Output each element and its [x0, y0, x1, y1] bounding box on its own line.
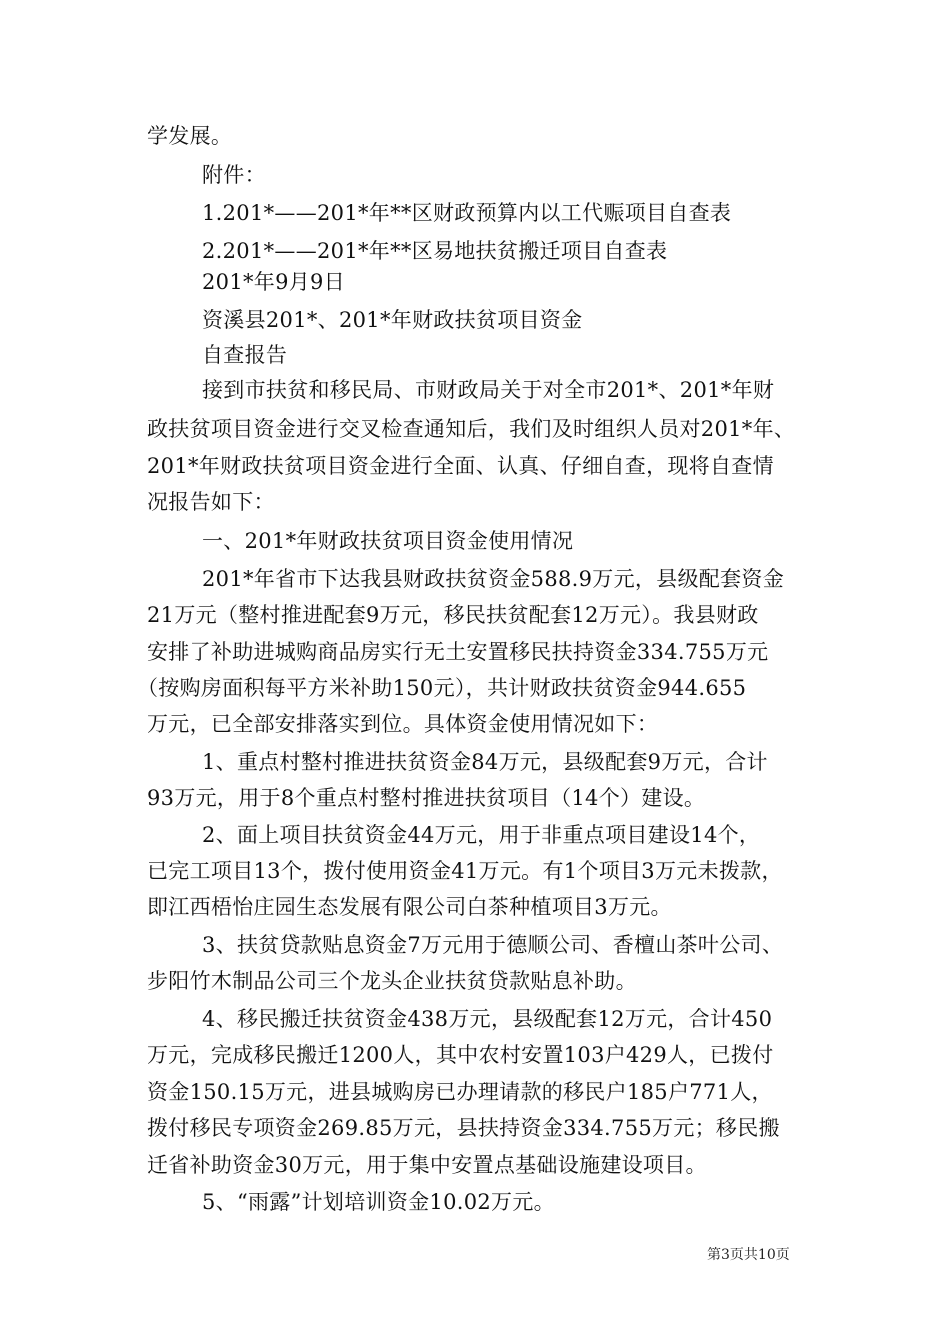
page-number: 第3页共10页	[707, 1247, 790, 1263]
body-line: 接到市扶贫和移民局、市财政局关于对全市201*、201*年财	[202, 378, 775, 402]
list-item: 2、面上项目扶贫资金44万元，用于非重点项目建设14个，	[202, 823, 761, 847]
attachment-item: 2.201*——201*年**区易地扶贫搬迁项目自查表	[202, 239, 668, 263]
body-line: 迁省补助资金30万元，用于集中安置点基础设施建设项目。	[147, 1153, 707, 1177]
body-line: 万元，已全部安排落实到位。具体资金使用情况如下：	[147, 712, 659, 736]
list-item: 3、扶贫贷款贴息资金7万元用于德顺公司、香檀山茶叶公司、	[202, 933, 784, 957]
attachment-item: 1.201*——201*年**区财政预算内以工代赈项目自查表	[202, 201, 732, 225]
body-line: 学发展。	[147, 124, 233, 148]
body-line: 步阳竹木制品公司三个龙头企业扶贫贷款贴息补助。	[147, 969, 637, 993]
list-item: 5、“雨露”计划培训资金10.02万元。	[202, 1190, 555, 1214]
body-line: 201*年省市下达我县财政扶贫资金588.9万元，县级配套资金	[202, 567, 784, 591]
list-item: 4、移民搬迁扶贫资金438万元，县级配套12万元，合计450	[202, 1007, 773, 1031]
list-item: 1、重点村整村推进扶贫资金84万元，县级配套9万元，合计	[202, 750, 768, 774]
attachment-heading: 附件：	[202, 163, 266, 187]
section-heading: 一、201*年财政扶贫项目资金使用情况	[202, 529, 574, 553]
body-line: 即江西梧怡庄园生态发展有限公司白茶种植项目3万元。	[147, 895, 672, 919]
body-line: 安排了补助进城购商品房实行无土安置移民扶持资金334.755万元	[147, 640, 769, 664]
document-date: 201*年9月9日	[202, 270, 346, 294]
body-line: 21万元（整村推进配套9万元，移民扶贫配套12万元）。我县财政	[147, 603, 759, 627]
body-line: 万元，完成移民搬迁1200人，其中农村安置103户429人，已拨付	[147, 1043, 774, 1067]
body-line: （按购房面积每平方米补助150元），共计财政扶贫资金944.655	[137, 676, 747, 700]
body-line: 201*年财政扶贫项目资金进行全面、认真、仔细自查，现将自查情	[147, 454, 774, 478]
report-title: 自查报告	[202, 343, 288, 367]
body-line: 资金150.15万元，进县城购房已办理请款的移民户185户771人，	[147, 1080, 773, 1104]
report-title: 资溪县201*、201*年财政扶贫项目资金	[202, 308, 583, 332]
body-line: 政扶贫项目资金进行交叉检查通知后，我们及时组织人员对201*年、	[147, 417, 796, 441]
body-line: 已完工项目13个，拨付使用资金41万元。有1个项目3万元未拨款，	[147, 859, 783, 883]
body-line: 93万元，用于8个重点村整村推进扶贫项目（14个）建设。	[147, 786, 706, 810]
body-line: 拨付移民专项资金269.85万元，县扶持资金334.755万元；移民搬	[147, 1116, 780, 1140]
body-line: 况报告如下：	[147, 490, 275, 514]
